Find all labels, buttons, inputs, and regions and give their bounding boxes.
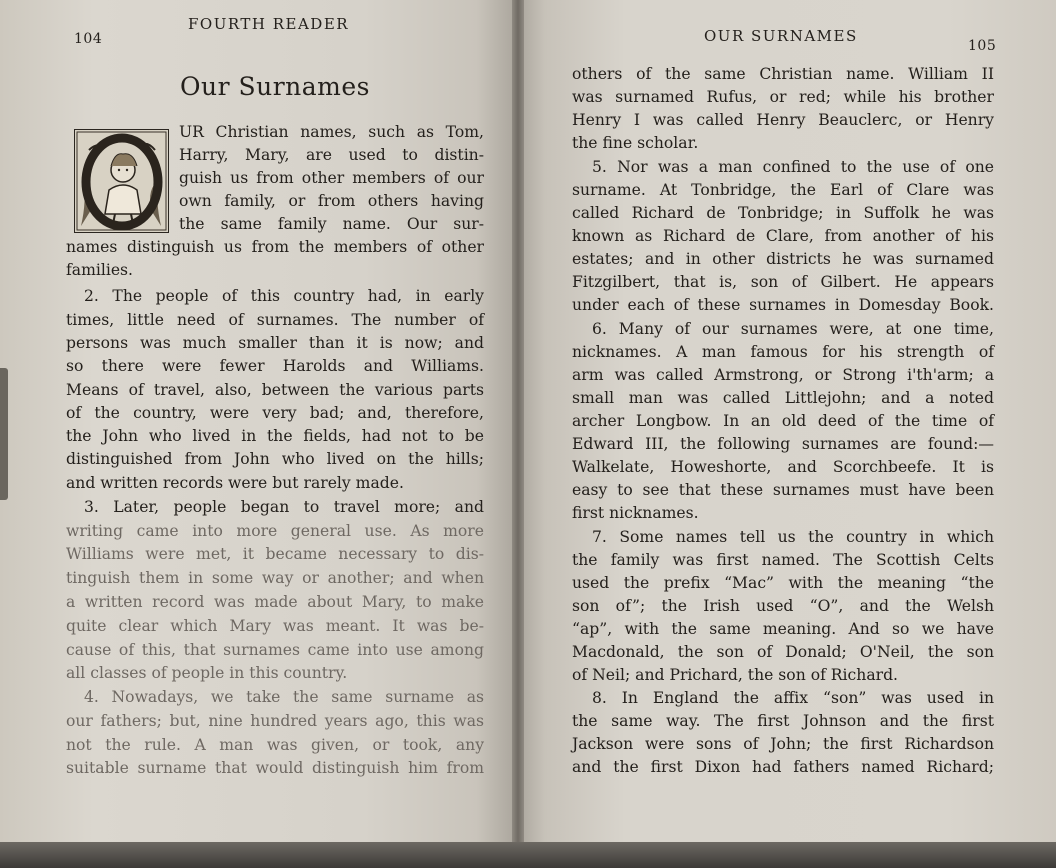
- text-line: Jackson were sons of John; the first Richardson: [572, 735, 994, 753]
- text-line: of the country, were very bad; and, therefore,: [66, 404, 484, 422]
- text-line: easy to see that these surnames must have been: [572, 481, 994, 499]
- text-line: 7. Some names tell us the country in which: [592, 528, 994, 546]
- text-line: not the rule. A man was given, or took, any: [66, 736, 484, 754]
- text-line: Henry I was called Henry Beauclerc, or Henry: [572, 111, 994, 129]
- text-line: archer Longbow. In an old deed of the time of: [572, 412, 994, 430]
- text-line: 4. Nowadays, we take the same surname as: [84, 688, 484, 706]
- text-line: used the prefix “Mac” with the meaning “the: [572, 574, 994, 592]
- text-line: UR Christian names, such as Tom,: [179, 123, 484, 141]
- book-bottom-edge: [0, 842, 1056, 868]
- text-line: 8. In England the affix “son” was used in: [592, 689, 994, 707]
- running-head-right: OUR SURNAMES: [704, 27, 858, 45]
- text-line: our fathers; but, nine hundred years ago, this was: [66, 712, 484, 730]
- page-title: Our Surnames: [180, 72, 371, 101]
- page-number-left: 104: [74, 31, 103, 47]
- text-line: nicknames. A man famous for his strength of: [572, 343, 994, 361]
- text-line: arm was called Armstrong, or Strong i'th'arm; a: [572, 366, 994, 384]
- text-line: cause of this, that surnames came into use among: [66, 641, 484, 659]
- text-line: Fitzgilbert, that is, son of Gilbert. He appears: [572, 273, 994, 291]
- text-line: Macdonald, the son of Donald; O'Neil, the son: [572, 643, 994, 661]
- text-line: guish us from other members of our: [179, 169, 484, 187]
- text-line: first nicknames.: [572, 504, 699, 522]
- text-line: known as Richard de Clare, from another of his: [572, 227, 994, 245]
- text-line: the John who lived in the fields, had not to be: [66, 427, 484, 445]
- text-line: 6. Many of our surnames were, at one time,: [592, 320, 994, 338]
- text-line: suitable surname that would distinguish him from: [66, 759, 484, 777]
- text-line: estates; and in other districts he was surnamed: [572, 250, 994, 268]
- text-line: and the first Dixon had fathers named Richard;: [572, 758, 994, 776]
- text-line: small man was called Littlejohn; and a noted: [572, 389, 994, 407]
- page-number-right: 105: [968, 38, 997, 54]
- text-line: names distinguish us from the members of other: [66, 238, 484, 256]
- text-line: distinguished from John who lived on the hills;: [66, 450, 484, 468]
- text-line: so there were fewer Harolds and Williams.: [66, 357, 484, 375]
- text-line: the same way. The first Johnson and the first: [572, 712, 994, 730]
- text-line: and written records were but rarely made.: [66, 474, 404, 492]
- text-line: all classes of people in this country.: [66, 664, 348, 682]
- text-line: Williams were met, it became necessary to dis-: [66, 545, 484, 563]
- text-line: Edward III, the following surnames are found:—: [572, 435, 994, 453]
- text-line: families.: [66, 261, 134, 279]
- text-line: times, little need of surnames. The number of: [66, 311, 484, 329]
- left-page: [0, 0, 518, 868]
- book-gutter: [512, 0, 524, 868]
- text-line: called Richard de Tonbridge; in Suffolk he was: [572, 204, 994, 222]
- text-line: writing came into more general use. As more: [66, 522, 484, 540]
- text-line: Means of travel, also, between the various parts: [66, 381, 484, 399]
- text-line: “ap”, with the same meaning. And so we have: [572, 620, 994, 638]
- text-line: of Neil; and Prichard, the son of Richard.: [572, 666, 899, 684]
- text-line: surname. At Tonbridge, the Earl of Clare was: [572, 181, 994, 199]
- text-line: the fine scholar.: [572, 134, 699, 152]
- text-line: Walkelate, Howeshorte, and Scorchbeefe. It is: [572, 458, 994, 476]
- dropcap-illustration: [74, 129, 169, 233]
- text-line: under each of these surnames in Domesday Book.: [572, 296, 994, 314]
- text-line: tinguish them in some way or another; and when: [66, 569, 484, 587]
- text-line: 2. The people of this country had, in early: [84, 287, 484, 305]
- text-line: 3. Later, people began to travel more; and: [84, 498, 484, 516]
- text-line: Harry, Mary, are used to distin-: [179, 146, 484, 164]
- text-line: son of”; the Irish used “O”, and the Welsh: [572, 597, 994, 615]
- text-line: 5. Nor was a man confined to the use of one: [592, 158, 994, 176]
- text-line: quite clear which Mary was meant. It was be-: [66, 617, 484, 635]
- text-line: own family, or from others having: [179, 192, 484, 210]
- page-tab: [0, 368, 8, 500]
- text-line: a written record was made about Mary, to make: [66, 593, 484, 611]
- right-page: [518, 0, 1056, 868]
- text-line: others of the same Christian name. William II: [572, 65, 994, 83]
- running-head-left: FOURTH READER: [188, 15, 350, 33]
- text-line: was surnamed Rufus, or red; while his brother: [572, 88, 994, 106]
- text-line: the family was first named. The Scottish Celts: [572, 551, 994, 569]
- text-line: persons was much smaller than it is now; and: [66, 334, 484, 352]
- text-line: the same family name. Our sur-: [179, 215, 484, 233]
